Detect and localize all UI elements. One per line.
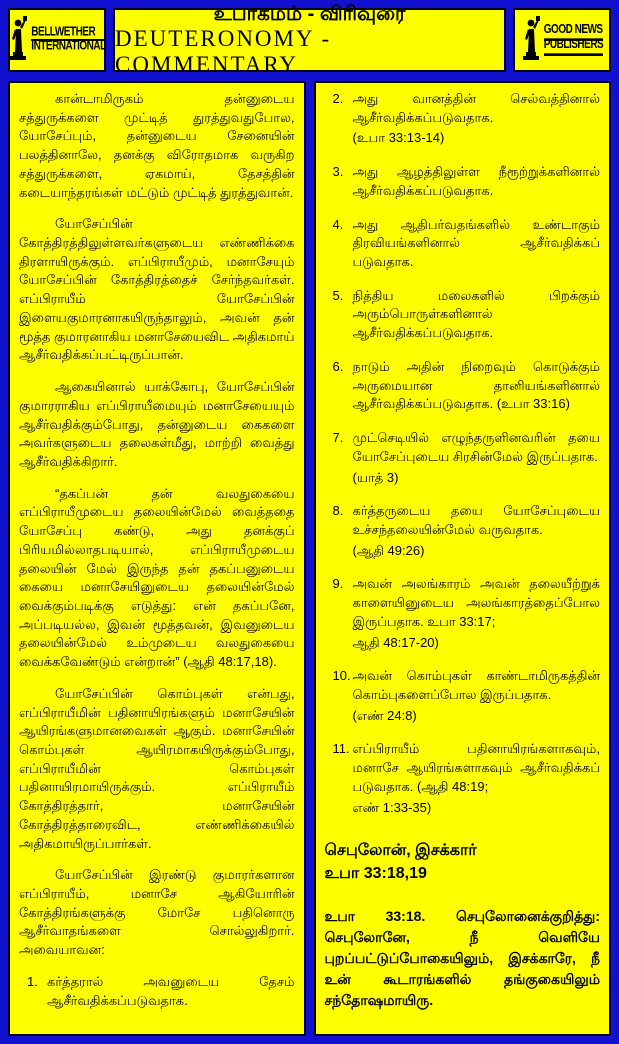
commentary-paragraph: கான்டாமிருகம் தன்னுடைய சத்துருக்களை முட்டித் துரத்துவதுபோல, யோசேப்பும், தன்னுடைய சேனையின் பலத்தினாலே, தனக்கு விரோதமாக வருகிற சத்துருக்களை, ஏகமாய், தேசத்தின் கடையாந்தரங்கள் மட்டும் முட்டித் துரத்துவான். — [19, 91, 295, 200]
blessing-text-main: அவன் கொம்புகள் காண்டாமிருகத்தின் கொம்புகளைப்போல இருப்பதாக. — [352, 668, 600, 702]
blessing-text — [353, 667, 601, 725]
blessing-text — [353, 358, 601, 414]
statue-icon — [8, 15, 28, 66]
scripture-reference: (எண் 24:8) — [352, 707, 417, 723]
blessing-number: 6. — [332, 358, 344, 374]
blessing-text-main: அது ஆதிபர்வதங்களில் உண்டாகும் திரவியங்களினால் ஆசீர்வதிக்கப் படுவதாக. — [352, 216, 600, 270]
blessing-number: 7. — [332, 430, 344, 446]
commentary-paragraph: யோசேப்பின் இரண்டு குமாரர்களான எப்பிராயீம், மனாசே ஆகியோரின் கோத்திரங்களுக்கு மோசே பதினொரு ஆசீர்வாதங்களை சொல்லுகிறார். அவையாவன: — [19, 867, 295, 958]
blessing-text: கர்த்தரால் அவனுடைய தேசம் ஆசீர்வதிக்கப்படுவதாக. — [47, 973, 295, 1008]
bellwether-logo — [8, 8, 106, 72]
blessing-item — [325, 358, 601, 414]
good-news-line2: PUBLISHERS — [544, 39, 603, 56]
commentary-body — [8, 81, 611, 1036]
left-paragraphs — [19, 90, 295, 960]
blessing-text-main: அது வானத்தின் செல்வத்தினால் ஆசீர்வதிக்கப்படுவதாக. — [352, 91, 600, 125]
verse-quote-paragraph: உபா 33:18. செபுலோனைக்குறித்து: செபுலோனே, நீ வெளியே புறப்பட்டுப்போகையிலும், இசக்காரே, நீ உன் கூடாரங்களில் தங்குகையிலும் சந்தோஷமாயிரு. — [324, 907, 600, 1008]
right-column — [314, 81, 612, 1036]
blessing-number: 3. — [332, 164, 344, 180]
blessing-text-main: அது ஆழத்திலுள்ள நீரூற்றுக்களினால் ஆசீர்வதிக்கப்படுவதாக. — [352, 164, 600, 198]
blessing-text-main: நாடும் அதின் நிறைவும் கொடுக்கும் அருமையான தானியங்களினால் ஆசீர்வதிக்கப்படுவதாக. (உபா 33:16) — [352, 358, 600, 412]
section-heading-reference: உபா 33:18,19 — [324, 865, 427, 883]
scripture-reference: (யாத் 3) — [352, 469, 399, 485]
blessing-text — [353, 90, 601, 148]
blessing-text-main: நித்திய மலைகளில் பிறக்கும் அரும்பொருள்களினால் ஆசீர்வதிக்கப்படுவதாக. — [352, 287, 600, 341]
blessing-item — [325, 667, 601, 725]
statue-icon — [521, 15, 541, 66]
blessing-number: 9. — [332, 576, 344, 592]
scripture-reference: ஆதி 48:17-20) — [352, 634, 439, 650]
blessing-item — [325, 502, 601, 560]
good-news-logo-text — [543, 22, 604, 54]
blessing-item — [325, 575, 601, 652]
bellwether-line1: BELLWETHER — [31, 25, 96, 40]
commentary-paragraph: ஆகையினால் யாக்கோபு, யோசேப்பின் குமாரராகிய எப்பிராயீமையும் மனாசேயையும் ஆசீர்வதிக்கும்போது, தன்னுடைய கைகளை அவர்களுடைய தலைகள்மீது, மாற்றி வைத்து ஆசீர்வதிக்கிறார். — [19, 379, 295, 469]
blessing-text — [353, 575, 601, 652]
blessing-item — [325, 163, 601, 200]
scripture-reference: (உபா 33:13-14) — [352, 130, 445, 146]
blessing-list-part1 — [19, 973, 295, 1010]
left-column — [8, 81, 306, 1036]
blessing-number: 4. — [332, 216, 344, 232]
blessing-text-main: கர்த்தருடைய தயை யோசேப்புடைய உச்சந்தலையின்மேல் வருவதாக. — [352, 503, 600, 537]
blessing-item — [325, 429, 601, 487]
blessing-number: 11. — [332, 741, 350, 757]
blessing-number: 1. — [27, 973, 38, 989]
blessing-text — [353, 502, 601, 560]
good-news-publishers-logo — [513, 8, 611, 72]
scripture-reference: (ஆதி 49:26) — [352, 542, 425, 558]
blessing-text — [353, 429, 601, 487]
blessing-item — [325, 287, 601, 343]
blessing-item — [325, 90, 601, 148]
blessing-number: 2. — [332, 91, 344, 106]
good-news-line1: GOOD NEWS — [544, 24, 603, 41]
blessing-list-part2 — [325, 90, 601, 817]
blessing-number: 10. — [332, 668, 351, 684]
blessing-number: 5. — [332, 287, 344, 303]
blessing-text — [353, 163, 601, 200]
blessing-number: 8. — [332, 503, 344, 519]
blessing-text-main: அவன் அலங்காரம் அவன் தலையீற்றுக் காளையினுடைய அலங்காரத்தைப்போல இருப்பதாக. உபா 33:17; — [352, 576, 600, 629]
blessing-item — [325, 216, 601, 272]
commentary-paragraph: யோசேப்பின் கொம்புகள் என்பது, எப்பிராயீமின் பதினாயிரங்களும் மனாசேயின் ஆயிரங்களுமானவைகள் ஆகும். மனாசேயின் கொம்புகள் ஆயிரமாகயிருக்கும்போது, எப்பிராயீமின் கொம்புகள் பதினாயிரமாயிருக்கும். எப்பிராயீம் கோத்திரத்தார், மனாசேயின் கோத்திரத்தாரைவிட, எண்ணிக்கையில் அதிகமாயிருப்பார்கள். — [19, 685, 295, 851]
scripture-reference: எண் 1:33-35) — [352, 799, 432, 815]
blessing-text — [353, 740, 601, 817]
blessing-item — [19, 973, 295, 1010]
page-header — [8, 2, 611, 77]
section-heading — [325, 839, 601, 885]
page-title-tamil: உபாகமம் - விரிவுரை — [213, 2, 406, 25]
title-panel — [113, 2, 506, 77]
commentary-paragraph: யோசேப்பின் கோத்திரத்திலுள்ளவர்களுடைய எண்ணிக்கை திரளாயிருக்கும். எப்பிராயீமும், மனாசேயும் யோசேப்பின் கோத்திரத்தைச் சேர்ந்தவர்கள். எப்பிராயீம் யோசேப்பின் இளையகுமாரனாகயிருந்தாலும், அவன் தன் மூத்த குமாரனாகிய மனாசேயைவிட அதிகமாய் ஆசீர்வதிக்கப்பட்டிருப்பான். — [19, 216, 295, 363]
blessing-text — [353, 287, 601, 343]
blessing-text-main: எப்பிராயீம் பதினாயிரங்களாகவும், மனாசே ஆயிரங்களாகவும் ஆசீர்வதிக்கப் படுவதாக. (ஆதி 48:19; — [352, 741, 600, 794]
blessing-text-main: முட்செடியில் எழுந்தருளினவரின் தயை யோசேப்புடைய சிரசின்மேல் இருப்பதாக. — [352, 430, 600, 464]
bellwether-line2: INTERNATIONAL — [31, 39, 106, 54]
bellwether-logo-text — [31, 25, 106, 54]
blessing-text — [353, 216, 601, 272]
blessing-item — [325, 740, 601, 817]
section-heading-tribes: செபுலோன், இசக்கார் — [324, 842, 477, 860]
commentary-paragraph: “தகப்பன் தன் வலதுகையை எப்பிராயீமுடைய தலையின்மேல் வைத்ததை யோசேப்பு கண்டு, அது தனக்குப் பிரியமில்லாதபடியால், எப்பிராயீமுடைய தலையின் மேல் இருந்த தன் தகப்பனுடைய கையை மனாசேயினுடைய தலையின்மேல் வைக்கும்படிக்கு எடுத்து: என் தகப்பனே, அப்படியல்ல, இவன் மூத்தவன், இவனுடைய தலையின்மேல் உம்முடைய வலதுகையை வைக்கவேண்டும் என்றான்” (ஆதி 48:17,18). — [19, 485, 295, 670]
page-title-english: DEUTERONOMY - COMMENTARY — [115, 25, 332, 77]
